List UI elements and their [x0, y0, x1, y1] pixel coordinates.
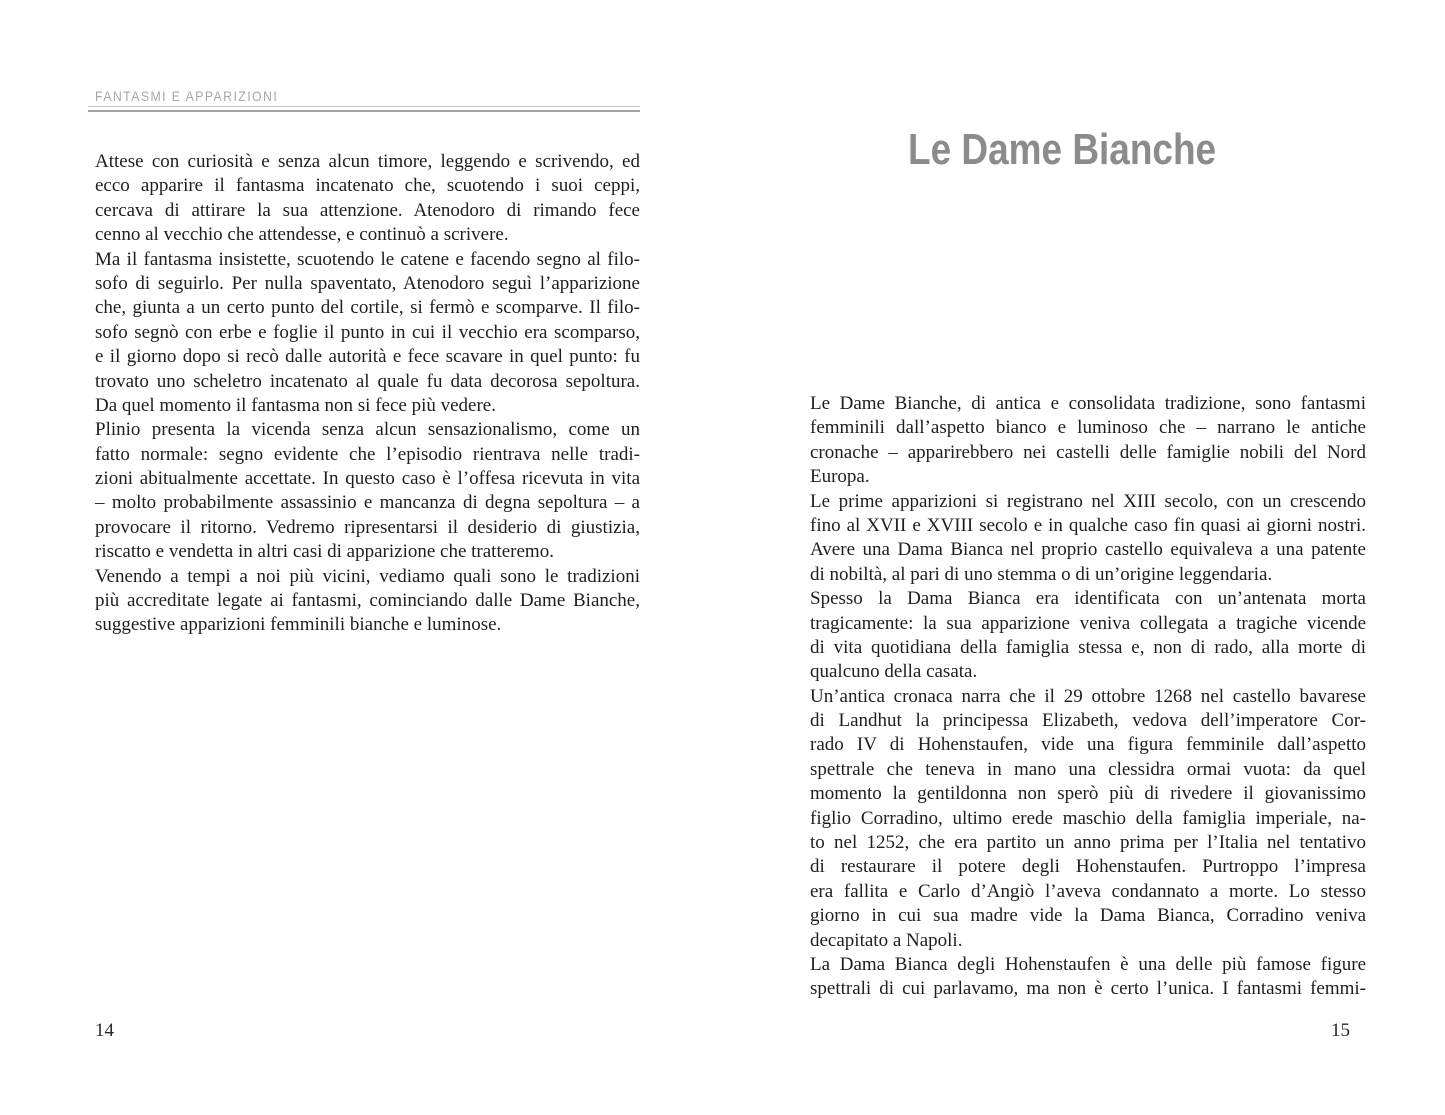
text-line: spettrali di cui parlavamo, ma non è certo l’unica. I fantasmi femmi-: [810, 978, 1366, 1000]
text-line: riscatto e vendetta in altri casi di apparizione che tratteremo.: [95, 541, 554, 563]
text-line: Venendo a tempi a noi più vicini, vediamo quali sono le tradizioni: [95, 565, 640, 587]
text-line: sofo di seguirlo. Per nulla spaventato, Atenodoro seguì l’apparizione: [95, 272, 640, 294]
text-line: fatto normale: segno evidente che l’episodio rientrava nelle tradi-: [95, 443, 640, 465]
text-line: sofo segnò con erbe e foglie il punto in cui il vecchio era scomparso,: [95, 321, 640, 343]
text-line: più accreditate legate ai fantasmi, cominciando dalle Dame Bianche,: [95, 590, 640, 612]
running-header: FANTASMI E APPARIZIONI: [95, 88, 279, 104]
text-line: rado IV di Hohenstaufen, vide una figura femminile dall’aspetto: [810, 734, 1366, 756]
text-line: decapitato a Napoli.: [810, 929, 963, 951]
text-line: e il giorno dopo si recò dalle autorità e fece scavare in quel punto: fu: [95, 346, 640, 368]
text-line: tragicamente: la sua apparizione veniva collegata a tragiche vicende: [810, 612, 1366, 634]
text-line: cenno al vecchio che attendesse, e continuò a scrivere.: [95, 224, 509, 246]
text-line: di Landhut la principessa Elizabeth, vedova dell’imperatore Cor-: [810, 710, 1366, 732]
text-line: qualcuno della casata.: [810, 661, 978, 683]
text-line: femminili dall’aspetto bianco e luminoso che – narrano le antiche: [810, 417, 1366, 439]
text-line: Plinio presenta la vicenda senza alcun sensazionalismo, come un: [95, 419, 640, 441]
text-line: figlio Corradino, ultimo erede maschio della famiglia imperiale, na-: [810, 807, 1366, 829]
text-line: cronache – apparirebbero nei castelli delle famiglie nobili del Nord: [810, 441, 1366, 463]
text-line: momento la gentildonna non sperò più di rivedere il giovanissimo: [810, 783, 1366, 805]
text-line: era fallita e Carlo d’Angiò l’aveva condannato a morte. Lo stesso: [810, 880, 1366, 902]
text-line: spettrale che teneva in mano una clessidra ormai vuota: da quel: [810, 758, 1366, 780]
text-line: Le prime apparizioni si registrano nel XIII secolo, con un crescendo: [810, 490, 1366, 512]
text-line: Europa.: [810, 466, 870, 488]
text-line: – molto probabilmente assassinio e mancanza di degna sepoltura – a: [95, 492, 640, 514]
text-line: Le Dame Bianche, di antica e consolidata tradizione, sono fantasmi: [810, 393, 1366, 414]
text-line: Ma il fantasma insistette, scuotendo le catene e facendo segno al filo-: [95, 248, 640, 270]
right-page: [810, 0, 1366, 1115]
text-line: che, giunta a un certo punto del cortile, si fermò e scomparve. Il filo-: [95, 297, 640, 319]
text-line: Attese con curiosità e senza alcun timore, leggendo e scrivendo, ed: [95, 151, 640, 172]
text-line: di nobiltà, al pari di uno stemma o di un’origine leggendaria.: [810, 563, 1273, 585]
text-line: fino al XVII e XVIII secolo e in qualche caso fin quasi ai giorni nostri.: [810, 514, 1366, 536]
text-line: Avere una Dama Bianca nel proprio castello equivaleva a una patente: [810, 539, 1366, 561]
right-page-body: [810, 392, 1366, 1002]
text-line: giorno in cui sua madre vide la Dama Bianca, Corradino veniva: [810, 905, 1366, 927]
text-line: trovato uno scheletro incatenato al quale fu data decorosa sepoltura.: [95, 370, 640, 392]
left-page-body: [95, 150, 640, 638]
text-line: cercava di attirare la sua attenzione. Atenodoro di rimando fece: [95, 199, 640, 221]
text-line: ecco apparire il fantasma incatenato che, scuotendo i suoi ceppi,: [95, 175, 640, 197]
page-number-left: 14: [95, 1020, 114, 1041]
chapter-title: Le Dame Bianche: [908, 125, 1217, 174]
text-line: zioni abitualmente accettate. In questo caso è l’offesa ricevuta in vita: [95, 468, 640, 490]
text-line: provocare il ritorno. Vedremo ripresentarsi il desiderio di giustizia,: [95, 516, 640, 538]
text-line: di restaurare il potere degli Hohenstaufen. Purtroppo l’impresa: [810, 856, 1366, 878]
header-rule: [88, 106, 640, 112]
text-line: La Dama Bianca degli Hohenstaufen è una delle più famose figure: [810, 953, 1366, 975]
text-line: di vita quotidiana della famiglia stessa e, non di rado, alla morte di: [810, 636, 1366, 658]
text-line: suggestive apparizioni femminili bianche e luminose.: [95, 614, 502, 636]
text-line: Da quel momento il fantasma non si fece più vedere.: [95, 394, 496, 416]
text-line: to nel 1252, che era partito un anno prima per l’Italia nel tentativo: [810, 832, 1366, 854]
text-line: Un’antica cronaca narra che il 29 ottobre 1268 nel castello bavarese: [810, 685, 1366, 707]
left-page: [95, 0, 640, 1115]
page-number-right: 15: [1331, 1020, 1350, 1041]
text-line: Spesso la Dama Bianca era identificata con un’antenata morta: [810, 588, 1366, 610]
